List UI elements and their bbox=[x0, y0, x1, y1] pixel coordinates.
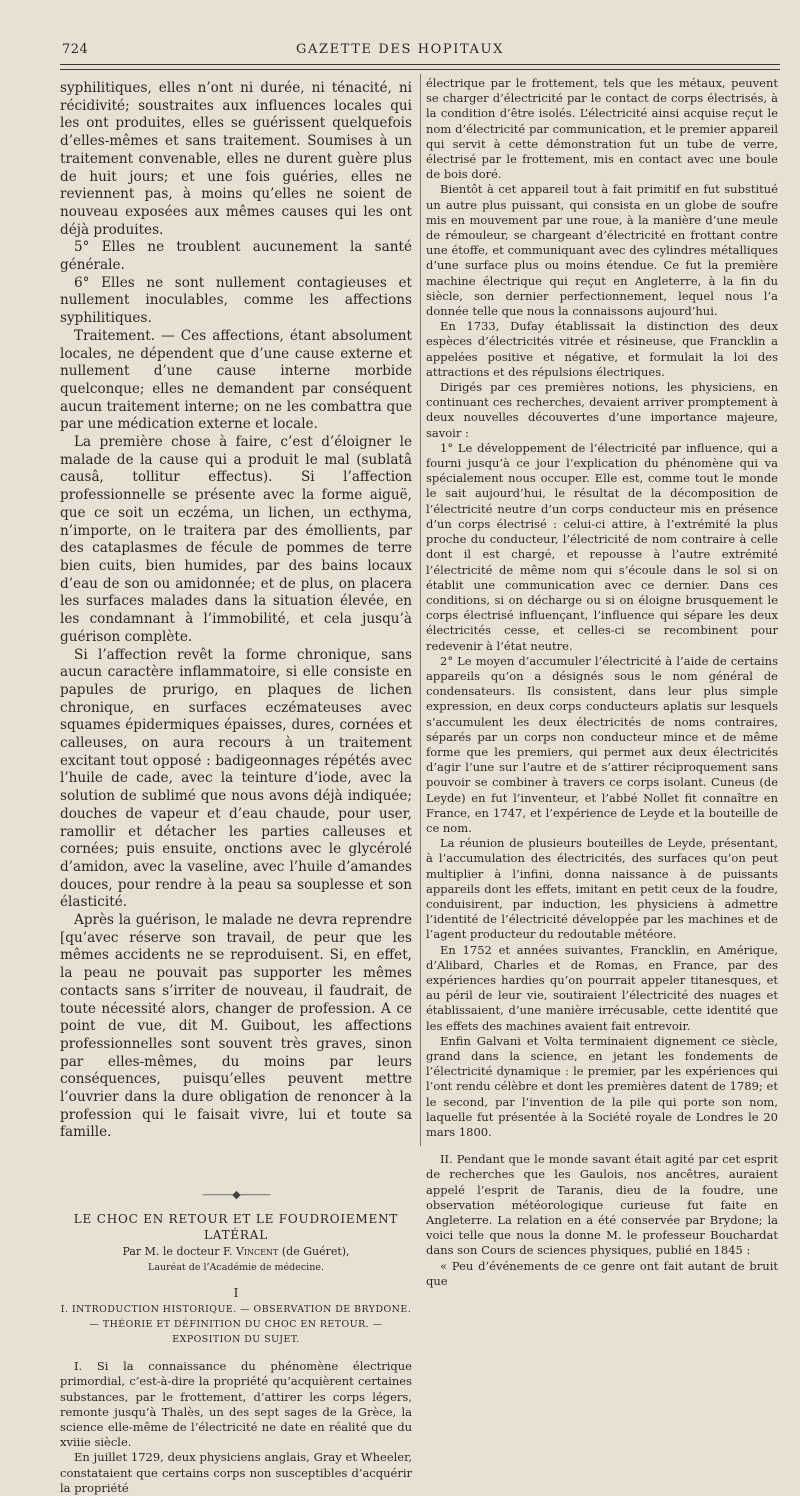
paragraph: En 1752 et années suivantes, Francklin, en Amérique, d’Alibard, Charles et de Romas, en France, par des expériences hardies qu’on pourrait appeler titanesques, et au péril de leur vie, soutiraient l’électricité des nuages et établissaient, d’une manière irrécusable, cette identité que les effets des machines avaient fait entrevoir. bbox=[426, 942, 778, 1033]
header-rule-bottom bbox=[60, 69, 780, 70]
byline-suffix: (de Guéret), bbox=[278, 1245, 350, 1259]
byline-prefix: Par M. le docteur F. bbox=[122, 1245, 236, 1259]
paragraph: 2° Le moyen d’accumuler l’électricité à l’aide de certains appareils qu’on a désignés sous le nom général de condensateurs. Ils consistent, dans leur plus simple expression, en deux corps conducteurs aplatis sur lesquels s’accumulent les deux électricités de noms contraires, séparés par un corps non conducteur mince et de même forme que les premiers, qui permet aux deux électricités d’agir l’une sur l’autre et de s’attirer réciproquement sans pouvoir se combiner à travers ce corps isolant. Cuneus (de Leyde) en fut l’inventeur, et l’abbé Nollet fit connaître en France, en 1747, et l’expérience de Leyde et la bouteille de ce nom. bbox=[426, 653, 778, 835]
section-summary: I. INTRODUCTION HISTORIQUE. — OBSERVATION DE BRYDONE. — THÉORIE ET DÉFINITION DU CHOC EN RETOUR. — EXPOSITION DU SUJET. bbox=[60, 1304, 412, 1346]
paragraph: 5° Elles ne troublent aucunement la santé générale. bbox=[60, 239, 412, 274]
paragraph: Si l’affection revêt la forme chronique, sans aucun caractère inflammatoire, si elle consiste en papules de prurigo, en plaques de lichen chronique, en surfaces eczémateuses avec squames épidermiques épaisses, dures, cornées et calleuses, on aura recours à un traitement excitant tout opposé : badigeonnages répétés avec l’huile de cade, avec la teinture d’iode, avec la solution de sublimé que nous avons déjà indiquée; douches de vapeur et d’eau chaude, pour user, ramollir et détacher les parties calleuses et cornées; puis ensuite, onctions avec le glycérolé d’amidon, avec la vaseline, avec l’huile d’amandes douces, pour rendre à la peau sa souplesse et son élasticité. bbox=[60, 646, 412, 911]
paragraph: II. Pendant que le monde savant était agité par cet esprit de recherches que les Gaulois, nos ancêtres, auraient appelé l’esprit de Taranis, dieu de la foudre, une observation météorologique curieuse fut faite en Angleterre. La relation en a été conservée par Brydone; la voici telle que nous la donne M. le professeur Bouchardat dans son Cours de sciences physiques, publié en 1845 : bbox=[426, 1152, 778, 1258]
paragraph: La réunion de plusieurs bouteilles de Leyde, présentant, à l’accumulation des électricités, des surfaces qu’on peut multiplier à l’infini, donna naissance à de puissants appareils dont les effets, imitant en petit ceux de la foudre, conduisirent, par induction, les physiciens à admettre l’identité de l’électricité développée par les machines et de l’agent producteur du redoutable météore. bbox=[426, 836, 778, 942]
ornamental-separator: ———◆——— bbox=[202, 1188, 270, 1202]
byline-author: Vincent bbox=[235, 1245, 279, 1259]
paragraph: 1° Le développement de l’électricité par influence, qui a fourni jusqu’à ce jour l’explication du phénomène qui va spécialement nous occuper. Elle est, comme tout le monde le sait aujourd’hui, le résultat de la décomposition de l’électricité neutre d’un corps conducteur mis en présence d’un corps électrisé : celui-ci attire, à l’extrémité la plus proche du conducteur, l’électricité de nom contraire à celle dont il est chargé, et repousse à l’autre extrémité l’électricité de même nom qui s’écoule dans le sol si on établit une communication avec ce dernier. Dans ces conditions, si on décharge ou si on éloigne brusquement le corps électrisé influençant, l’influence qui sépare les deux électricités cesse, et celles-ci se recombinent pour redevenir à l’état neutre. bbox=[426, 440, 778, 653]
left-column bbox=[60, 80, 412, 1495]
paragraph: Enfin Galvani et Volta terminaient dignement ce siècle, grand dans la science, en jetant les fondements de l’électricité dynamique : le premier, par les expériences qui l’ont rendu célèbre et dont les premières datent de 1789; et le second, par l’invention de la pile qui porte son nom, laquelle fut présentée à la Société royale de Londres le 20 mars 1800. bbox=[426, 1033, 778, 1140]
paragraph: 6° Elles ne sont nullement contagieuses et nullement inoculables, comme les affections syphilitiques. bbox=[60, 274, 412, 327]
page-number: 724 bbox=[62, 42, 89, 57]
paragraph: électrique par le frottement, tels que les métaux, peuvent se charger d’électricité par le contact de corps électrisés, à la condition d’être isolés. L’électricité ainsi acquise reçut le nom d’électricité par communication, et le premier appareil qui servit à cette démonstration fut un tube de verre, électrisé par le frottement, mis en contact avec une boule de bois doré. bbox=[426, 76, 778, 182]
running-title: GAZETTE DES HOPITAUX bbox=[296, 42, 504, 57]
paragraph: La première chose à faire, c’est d’éloigner le malade de la cause qui a produit le mal (sublatâ causâ, tollitur effectus). Si l’affection professionnelle se présente avec la forme aiguë, que ce soit un eczéma, un lichen, un ecthyma, n’importe, on le traitera par des émollients, par des cataplasmes de fécule de pommes de terre bien cuits, bien humides, par des bains locaux d’eau de son ou amidonnée; et de plus, on placera les surfaces malades dans la situation élevée, en les condamnant à l’immobilité, et cela jusqu’à guérison complète. bbox=[60, 434, 412, 645]
paragraph: « Peu d’événements de ce genre ont fait autant de bruit que bbox=[426, 1258, 778, 1288]
header-rule-top bbox=[60, 64, 780, 65]
paragraph: Bientôt à cet appareil tout à fait primitif en fut substitué un autre plus puissant, qui consista en un globe de soufre mis en mouvement par une roue, à la manière d’une meule de rémouleur, se chargeant d’électricité en frottant contre une étoffe, et communiquant avec des cylindres métalliques d’une surface plus ou moins étendue. Ce fut la première machine électrique qui reçut en Angleterre, à la fin du siècle, son dernier perfectionnement, lequel nous l’a donnée telle que nous la connaissons aujourd’hui. bbox=[426, 182, 778, 319]
author-distinction: Lauréat de l’Académie de médecine. bbox=[148, 1262, 324, 1274]
right-column bbox=[426, 76, 778, 1288]
paragraph: Après la guérison, le malade ne devra reprendre [qu’avec réserve son travail, de peur que les mêmes accidents ne se reproduisent. Si, en effet, la peau ne pouvait pas supporter les mêmes contacts sans s’irriter de nouveau, il faudrait, de toute nécessité alors, changer de profession. A ce point de vue, dit M. Guibout, les affections professionnelles sont souvent très graves, sinon par elles-mêmes, du moins par leurs conséquences, puisqu’elles peuvent mettre l’ouvrier dans la dure obligation de renoncer à la profession qui le faisait vivre, lui et toute sa famille. bbox=[60, 912, 412, 1141]
section-gap bbox=[426, 1140, 778, 1152]
section-numeral: I bbox=[233, 1286, 239, 1301]
paragraph: Dirigés par ces premières notions, les physiciens, en continuant ces recherches, devaient arriver promptement à deux nouvelles découvertes d’une importance majeure, savoir : bbox=[426, 380, 778, 440]
paragraph: En juillet 1729, deux physiciens anglais, Gray et Wheeler, constataient que certains corps non susceptibles d’acquérir la propriété bbox=[60, 1450, 412, 1495]
paragraph: syphilitiques, elles n’ont ni durée, ni ténacité, ni récidivité; soustraites aux influences locales qui les ont produites, elles se guérissent quelquefois d’elles-mêmes et sans traitement. Soumises à un traitement convenable, elles ne durent guère plus de huit jours; et une fois guéries, elles ne reviennent pas, à moins qu’elles ne soient de nouveau exposées aux mêmes causes qui les ont déjà produites. bbox=[60, 80, 412, 238]
article-byline bbox=[60, 1244, 412, 1259]
paragraph: En 1733, Dufay établissait la distinction des deux espèces d’électricités vitrée et résineuse, que Francklin a appelées positive et négative, et formulait la loi des attractions et des répulsions électriques. bbox=[426, 319, 778, 379]
paragraph: Traitement. — Ces affections, étant absolument locales, ne dépendent que d’une cause externe et nullement d’une cause interne morbide quelconque; elles ne demandent par conséquent aucun traitement interne; on ne les combattra que par une médication externe et locale. bbox=[60, 327, 412, 433]
column-divider bbox=[420, 74, 421, 1146]
article-title: LE CHOC EN RETOUR ET LE FOUDROIEMENT LATÉRAL bbox=[73, 1212, 399, 1243]
paragraph: I. Si la connaissance du phénomène électrique primordial, c’est-à-dire la propriété qu’acquièrent certaines substances, par le frottement, d’attirer les corps légers, remonte jusqu’à Thalès, un des sept sages de la Grèce, la science elle-même de l’électricité ne date en réalité que du xviiie siècle. bbox=[60, 1359, 412, 1450]
